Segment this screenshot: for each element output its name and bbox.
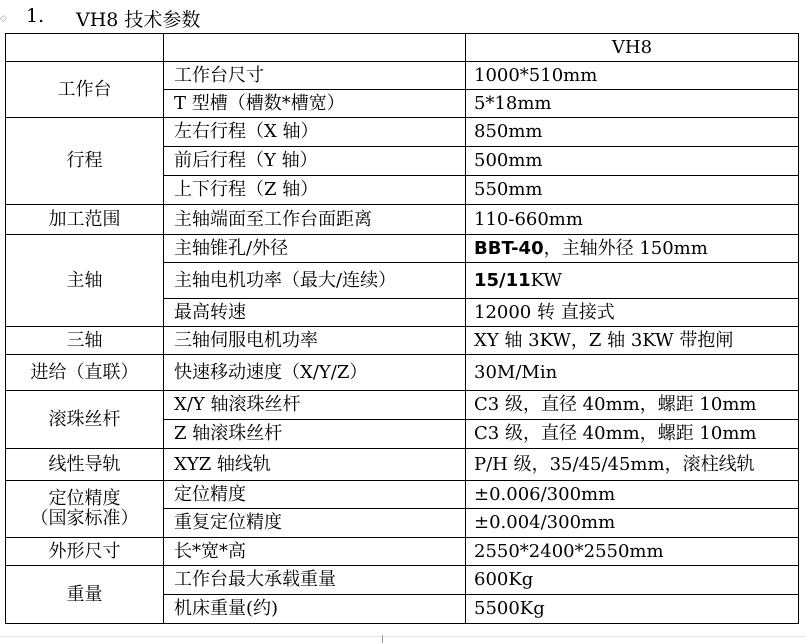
table-row [6,355,799,391]
category-cell: 线性导轨 [6,449,164,481]
table-row [6,235,799,263]
header-blank-cell [164,34,466,62]
item-cell: 工作台尺寸 [164,62,466,90]
section-title: VH8 技术参数 [76,9,201,31]
section-heading [0,4,805,30]
table-row [6,327,799,355]
category-cell: 三轴 [6,327,164,355]
value-cell [466,235,799,263]
value-cell: 5500Kg [466,595,799,624]
value-cell: P/H 级，35/45/45mm，滚柱线轨 [466,449,799,481]
value-text: KW [530,269,562,291]
value-cell: 12000 转 直接式 [466,299,799,327]
value-bold-text: BBT-40 [474,237,544,259]
item-cell: X/Y 轴滚珠丝杆 [164,391,466,420]
value-cell: 1000*510mm [466,62,799,90]
page-bottom-divider [0,636,805,637]
table-row [6,481,799,509]
item-cell: 机床重量(约) [164,595,466,624]
item-cell: XYZ 轴线轨 [164,449,466,481]
table-row [6,449,799,481]
table-row [6,566,799,595]
item-cell: 上下行程（Z 轴） [164,176,466,205]
value-cell: 30M/Min [466,355,799,391]
value-cell: ±0.006/300mm [466,481,799,509]
category-cell: 重量 [6,566,164,624]
value-cell: ±0.004/300mm [466,509,799,538]
item-cell: 定位精度 [164,481,466,509]
anchor-icon: ◇ [0,14,7,24]
section-number: 1. [26,5,45,27]
table-row [6,538,799,566]
item-cell: 前后行程（Y 轴） [164,147,466,176]
value-cell [466,263,799,299]
value-cell: C3 级，直径 40mm，螺距 10mm [466,420,799,449]
category-cell: 滚珠丝杆 [6,391,164,449]
table-header-row [6,34,799,62]
item-cell: Z 轴滚珠丝杆 [164,420,466,449]
item-cell: 主轴端面至工作台面距离 [164,205,466,235]
item-cell: 三轴伺服电机功率 [164,327,466,355]
item-cell: 主轴电机功率（最大/连续） [164,263,466,299]
value-cell: 550mm [466,176,799,205]
header-blank-cell [6,34,164,62]
value-cell: 110-660mm [466,205,799,235]
item-cell: 左右行程（X 轴） [164,118,466,147]
category-cell: 工作台 [6,62,164,118]
value-bold-text: 15/11 [474,269,531,291]
table-row [6,62,799,90]
value-cell: 850mm [466,118,799,147]
item-cell: 主轴锥孔/外径 [164,235,466,263]
page-column-marker [382,635,383,643]
category-cell: 外形尺寸 [6,538,164,566]
value-cell: C3 级，直径 40mm，螺距 10mm [466,391,799,420]
category-line: 定位精度 [48,488,121,509]
value-cell: 2550*2400*2550mm [466,538,799,566]
item-cell: 重复定位精度 [164,509,466,538]
category-cell: 加工范围 [6,205,164,235]
value-cell: 600Kg [466,566,799,595]
value-cell: XY 轴 3KW，Z 轴 3KW 带抱闸 [466,327,799,355]
item-cell: 长*宽*高 [164,538,466,566]
item-cell: 快速移动速度（X/Y/Z） [164,355,466,391]
category-cell: 主轴 [6,235,164,327]
item-cell: 工作台最大承载重量 [164,566,466,595]
value-text: ，主轴外径 150mm [543,237,708,259]
value-cell: 500mm [466,147,799,176]
category-cell: 进给（直联） [6,355,164,391]
item-cell: 最高转速 [164,299,466,327]
value-cell: 5*18mm [466,90,799,118]
model-header: VH8 [466,34,799,62]
table-row [6,118,799,147]
table-row [6,205,799,235]
category-cell [6,481,164,538]
category-cell: 行程 [6,118,164,205]
spec-table [5,33,799,624]
table-row [6,391,799,420]
category-line: （国家标准） [30,508,139,529]
item-cell: T 型槽（槽数*槽宽） [164,90,466,118]
